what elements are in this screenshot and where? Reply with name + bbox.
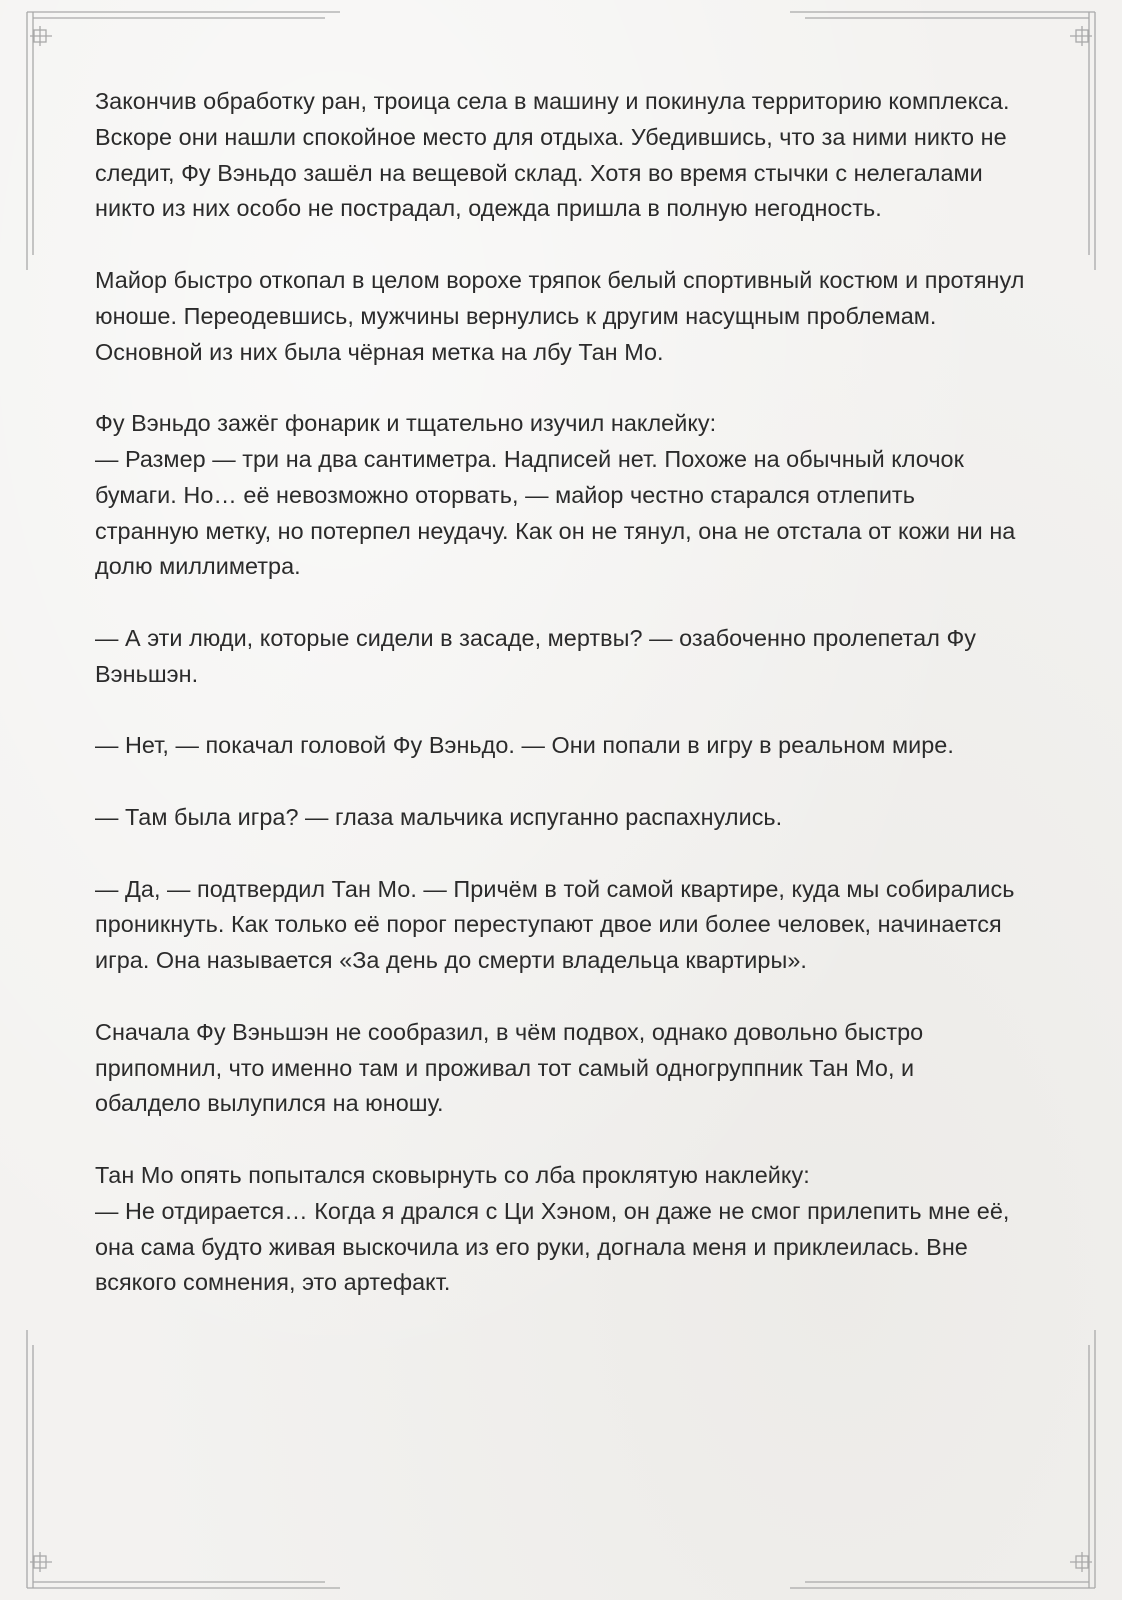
paragraph-2: Майор быстро откопал в целом ворохе тряпок белый спортивный костюм и протянул юноше. Переодевшись, мужчины вернулись к другим насущным проблемам. Основной из них была чёрная метка на лбу Тан Мо. <box>95 266 1025 365</box>
chapter-text <box>95 84 1025 1301</box>
paragraph-6: — Там была игра? — глаза мальчика испуганно распахнулись. <box>95 803 783 830</box>
paragraph-1: Закончив обработку ран, троица села в машину и покинула территорию комплекса. Вскоре они нашли спокойное место для отдыха. Убедившись, что за ними никто не следит, Фу Вэньдо зашёл на вещевой склад. Хотя во время стычки с нелегалами никто из них особо не пострадал, одежда пришла в полную негодность. <box>95 88 1010 222</box>
paragraph-8: Сначала Фу Вэньшэн не сообразил, в чём подвох, однако довольно быстро припомнил, что именно там и проживал тот самый одногруппник Тан Мо, и обалдело вылупился на юношу. <box>95 1018 924 1117</box>
corner-ornament-bottom-right <box>790 1330 1095 1588</box>
paragraph-9: Тан Мо опять попытался сковырнуть со лба проклятую наклейку: — Не отдирается… Когда я дрался с Ци Хэном, он даже не смог прилепить мне её, она сама будто живая выскочила из его руки, догнала меня и приклеилась. Вне всякого сомнения, это артефакт. <box>95 1161 1010 1296</box>
paragraph-5: — Нет, — покачал головой Фу Вэньдо. — Они попали в игру в реальном мире. <box>95 732 954 759</box>
corner-ornament-bottom-left <box>27 1330 340 1588</box>
paragraph-7: — Да, — подтвердил Тан Мо. — Причём в той самой квартире, куда мы собирались проникнуть. Как только её порог переступают двое или более человек, начинается игра. Она называется «За день до смерти владельца квартиры». <box>95 875 1015 974</box>
paragraph-4: — А эти люди, которые сидели в засаде, мертвы? — озабоченно пролепетал Фу Вэньшэн. <box>95 624 977 687</box>
paragraph-3: Фу Вэньдо зажёг фонарик и тщательно изучил наклейку: — Размер — три на два сантиметра. Надписей нет. Похоже на обычный клочок бумаги. Но… её невозможно оторвать, — майор честно старался отлепить странную метку, но потерпел неудачу. Как он не тянул, она не отстала от кожи ни на долю миллиметра. <box>95 410 1016 580</box>
